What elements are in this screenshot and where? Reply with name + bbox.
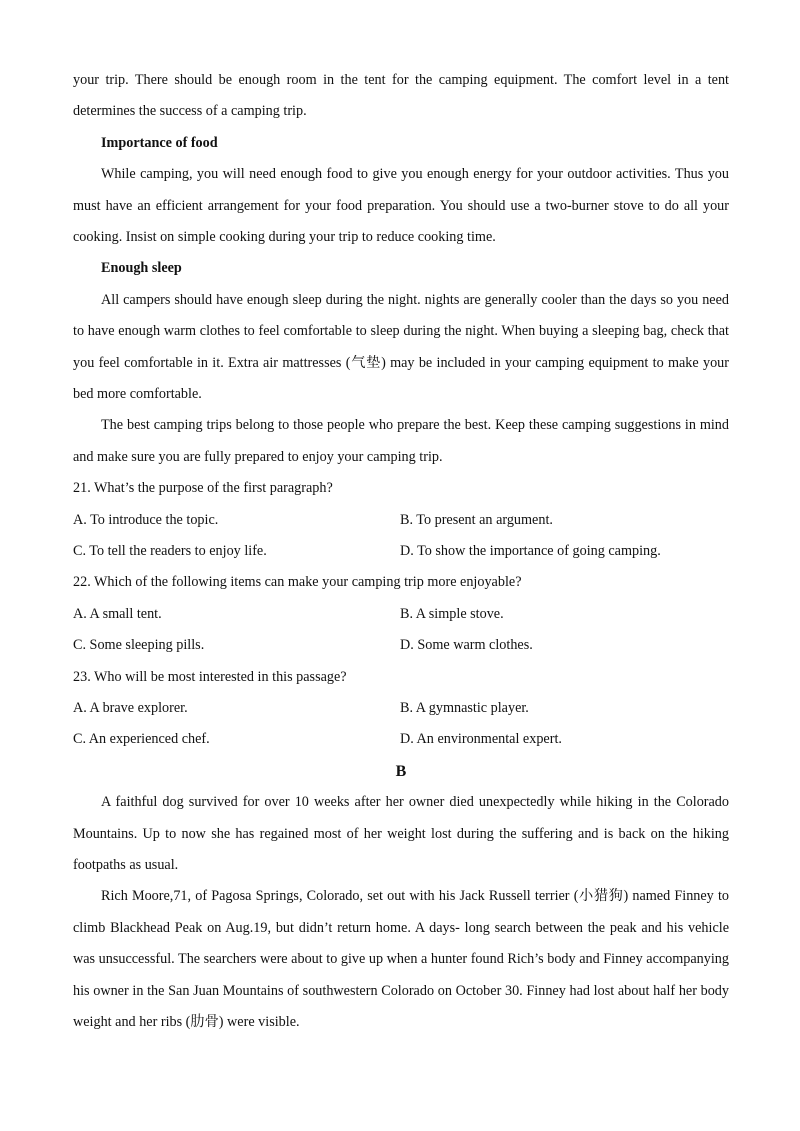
- option-b: B. A simple stove.: [400, 605, 504, 622]
- question-23: [73, 662, 729, 756]
- question-stem: 23. Who will be most interested in this passage?: [73, 668, 347, 685]
- option-row: [73, 599, 729, 630]
- option-d: D. To show the importance of going camping.: [400, 543, 661, 560]
- document-page: [73, 65, 729, 1038]
- option-b: B. A gymnastic player.: [400, 699, 529, 716]
- option-a: A. A brave explorer.: [73, 699, 188, 716]
- option-row: [73, 630, 729, 661]
- option-row: [73, 693, 729, 724]
- question-21: [73, 473, 729, 567]
- option-b: B. To present an argument.: [400, 511, 553, 528]
- section-text-food: While camping, you will need enough food to give you enough energy for your outdoor activities. Thus you must have an efficient arrangement for your food preparation. You should use a two-burner stove to do all your cooking. Insist on simple cooking during your trip to reduce cooking time.: [73, 166, 729, 246]
- option-a: A. To introduce the topic.: [73, 511, 219, 528]
- passage-b-label: B: [395, 762, 407, 780]
- option-c: C. An experienced chef.: [73, 731, 210, 748]
- question-22: [73, 567, 729, 661]
- option-a: A. A small tent.: [73, 605, 162, 622]
- option-row: [73, 505, 729, 536]
- conclusion-paragraph: The best camping trips belong to those people who prepare the best. Keep these camping suggestions in mind and make sure you are fully prepared to enjoy your camping trip.: [73, 417, 729, 465]
- passage-b-paragraph-2: Rich Moore,71, of Pagosa Springs, Colorado, set out with his Jack Russell terrier (小猎狗) named Finney to climb Blackhead Peak on Aug.19, but didn’t return home. A days- long search between the peak and his vehicle was unsuccessful. The searchers were about to give up when a hunter found Rich’s body and Finney accompanying his owner in the San Juan Mountains of southwestern Colorado on October 30. Finney had lost about half her body weight and her ribs (肋骨) were visible.: [73, 888, 729, 1030]
- option-c: C. To tell the readers to enjoy life.: [73, 543, 267, 560]
- section-text-sleep: All campers should have enough sleep during the night. nights are generally cooler than the days so you need to have enough warm clothes to feel comfortable to sleep during the night. When buying a sleeping bag, check that you feel comfortable in it. Extra air mattresses (气垫) may be included in your camping equipment to make your bed more comfortable.: [73, 291, 729, 403]
- section-heading-sleep: Enough sleep: [101, 260, 182, 277]
- option-row: [73, 536, 729, 567]
- option-d: D. An environmental expert.: [400, 731, 562, 748]
- question-stem: 21. What’s the purpose of the first paragraph?: [73, 480, 333, 497]
- question-stem: 22. Which of the following items can make your camping trip more enjoyable?: [73, 574, 522, 591]
- intro-continuation: your trip. There should be enough room in the tent for the camping equipment. The comfort level in a tent determines the success of a camping trip.: [73, 72, 729, 120]
- option-c: C. Some sleeping pills.: [73, 637, 205, 654]
- option-row: [73, 724, 729, 755]
- section-heading-food: Importance of food: [101, 134, 218, 151]
- option-d: D. Some warm clothes.: [400, 637, 533, 654]
- passage-b-paragraph-1: A faithful dog survived for over 10 weeks after her owner died unexpectedly while hiking in the Colorado Mountains. Up to now she has regained most of her weight lost during the suffering and is back on the hiking footpaths as usual.: [73, 794, 729, 873]
